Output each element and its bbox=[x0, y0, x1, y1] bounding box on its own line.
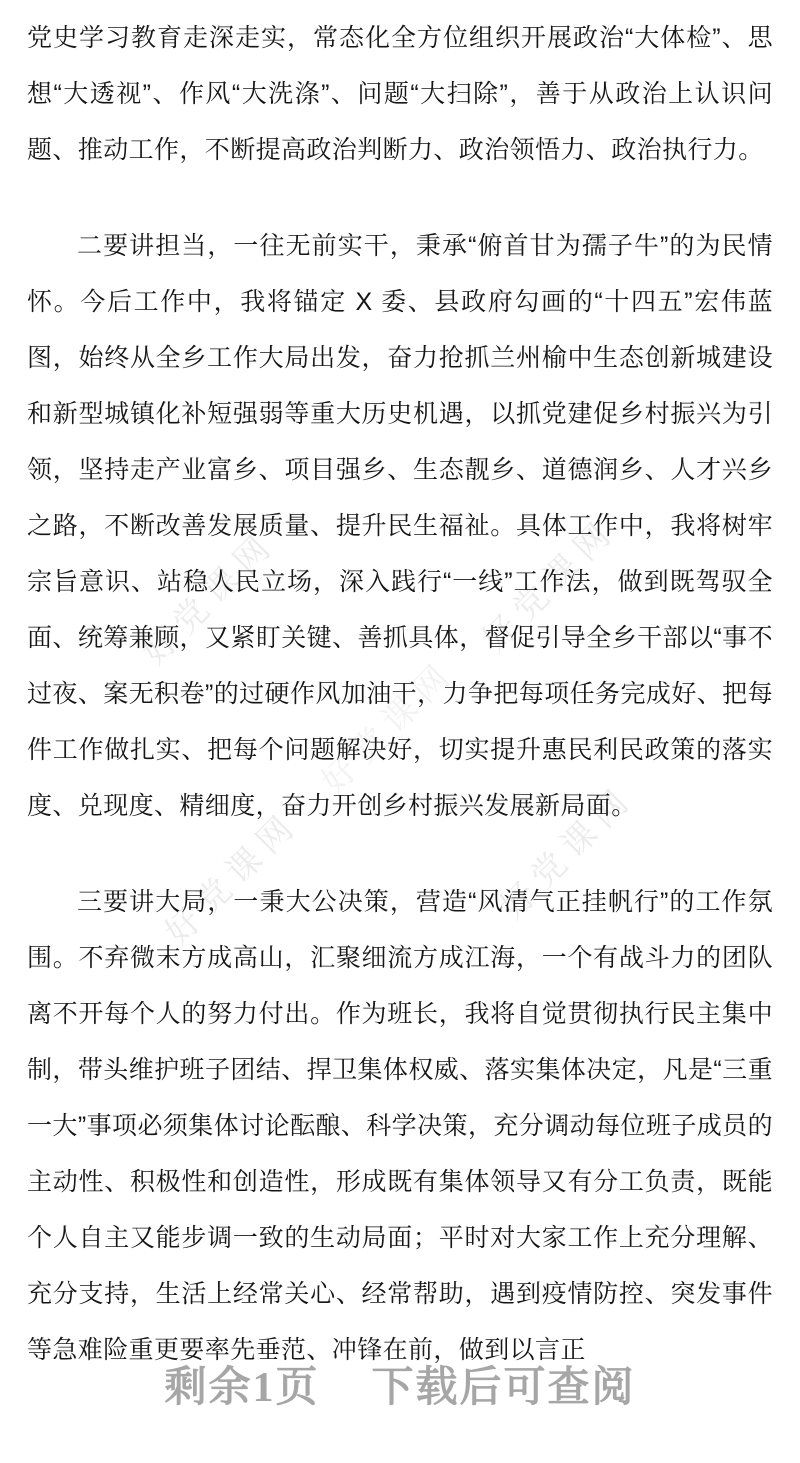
remaining-pages-label: 剩余1页 bbox=[164, 1365, 320, 1411]
watermark-text: 好党课网 bbox=[135, 523, 284, 673]
watermark-text: 好党课网 bbox=[158, 803, 307, 953]
watermark-text: 好党课网 bbox=[314, 652, 463, 802]
download-hint-label: 下载后可查阅 bbox=[371, 1365, 636, 1411]
document-body bbox=[27, 0, 773, 1378]
paragraph-second-point-responsibility: 二要讲担当，一往无前实干，秉承“俯首甘为孺子牛”的为民情怀。今后工作中，我将锚定 X 委、县政府勾画的“十四五”宏伟蓝图，始终从全乡工作大局出发，奋力抢抓兰州榆中生态创新城建设和新型城镇化补短强弱等重大历史机遇，以抓党建促乡村振兴为引领，坚持走产业富乡、项目强乡、生态靓乡、道德润乡、人才兴乡之路，不断改善发展质量、提升民生福祉。具体工作中，我将树牢宗旨意识、站稳人民立场，深入践行“一线”工作法，做到既驾驭全面、统筹兼顾，又紧盯关键、善抓具体，督促引导全乡干部以“事不过夜、案无积卷”的过硬作风加油干，力争把每项任务完成好、把每件工作做扎实、把每个问题解决好，切实提升惠民利民政策的落实度、兑现度、精细度，奋力开创乡村振兴发展新局面。 bbox=[27, 232, 773, 820]
paragraph-political-education: 党史学习教育走深走实，常态化全方位组织开展政治“大体检”、思想“大透视”、作风“大洗涤”、问题“大扫除”，善于从政治上认识问题、推动工作，不断提高政治判断力、政治领悟力、政治执行力。 bbox=[27, 24, 773, 164]
watermark-text: 好党课网 bbox=[475, 510, 624, 660]
watermark-text: 好党课网 bbox=[493, 777, 642, 927]
page-footer bbox=[0, 1354, 800, 1414]
paragraph-third-point-big-picture: 三要讲大局，一秉大公决策，营造“风清气正挂帆行”的工作氛围。不弃微末方成高山，汇聚细流方成江海，一个有战斗力的团队离不开每个人的努力付出。作为班长，我将自觉贯彻执行民主集中制，带头维护班子团结、捍卫集体权威、落实集体决定，凡是“三重一大”事项必须集体讨论酝酿、科学决策，充分调动每位班子成员的主动性、积极性和创造性，形成既有集体领导又有分工负责，既能个人自主又能步调一致的生动局面；平时对大家工作上充分理解、充分支持，生活上经常关心、经常帮助，遇到疫情防控、突发事件等急难险重更要率先垂范、冲锋在前，做到以言正 bbox=[27, 888, 773, 1364]
